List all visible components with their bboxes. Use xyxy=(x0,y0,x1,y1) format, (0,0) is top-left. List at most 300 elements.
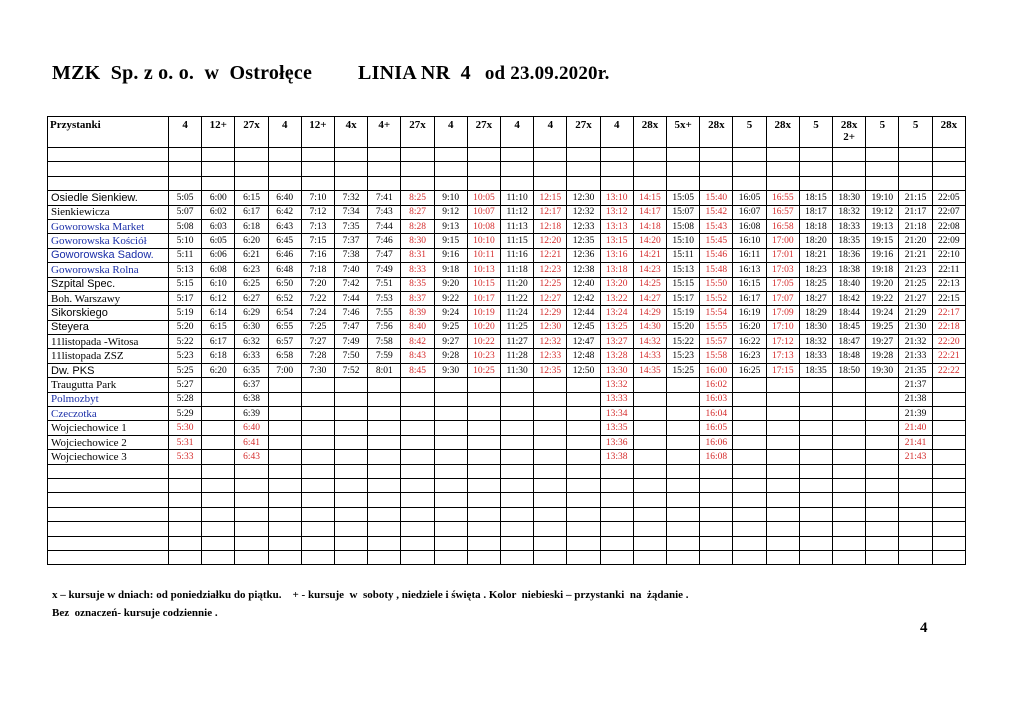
empty-cell xyxy=(202,176,235,190)
empty-cell xyxy=(700,148,733,162)
departure-time: 7:46 xyxy=(368,234,401,248)
stop-name: Szpital Spec. xyxy=(48,277,169,291)
empty-cell xyxy=(169,536,202,550)
company-name: MZK Sp. z o. o. w Ostrołęce xyxy=(52,62,313,84)
departure-time: 5:07 xyxy=(169,205,202,219)
empty-cell xyxy=(467,478,500,492)
empty-cell xyxy=(733,176,766,190)
empty-row xyxy=(48,493,966,507)
departure-time: 5:17 xyxy=(169,291,202,305)
empty-cell xyxy=(667,550,700,564)
departure-time xyxy=(501,392,534,406)
empty-cell xyxy=(48,507,169,521)
departure-time: 16:10 xyxy=(733,234,766,248)
departure-time: 7:13 xyxy=(301,219,334,233)
stop-name: Wojciechowice 2 xyxy=(48,435,169,449)
departure-time: 6:40 xyxy=(235,421,268,435)
empty-cell xyxy=(633,493,666,507)
departure-time: 6:20 xyxy=(235,234,268,248)
empty-cell xyxy=(700,478,733,492)
departure-time: 15:48 xyxy=(700,263,733,277)
departure-time: 7:50 xyxy=(335,349,368,363)
empty-cell xyxy=(368,522,401,536)
departure-time xyxy=(401,421,434,435)
departure-time: 6:52 xyxy=(268,291,301,305)
departure-time: 6:23 xyxy=(235,263,268,277)
run-column-header: 12+ xyxy=(202,117,235,148)
empty-cell xyxy=(202,550,235,564)
empty-cell xyxy=(202,493,235,507)
empty-cell xyxy=(401,464,434,478)
table-row xyxy=(48,435,966,449)
departure-time: 17:13 xyxy=(766,349,799,363)
departure-time: 19:15 xyxy=(866,234,899,248)
empty-cell xyxy=(235,550,268,564)
empty-cell xyxy=(401,507,434,521)
departure-time xyxy=(268,435,301,449)
departure-time: 8:28 xyxy=(401,219,434,233)
departure-time: 10:20 xyxy=(467,320,500,334)
empty-cell xyxy=(467,536,500,550)
departure-time: 7:20 xyxy=(301,277,334,291)
departure-time xyxy=(202,378,235,392)
departure-time: 6:33 xyxy=(235,349,268,363)
departure-time: 9:28 xyxy=(434,349,467,363)
empty-cell xyxy=(48,493,169,507)
departure-time: 5:10 xyxy=(169,234,202,248)
empty-cell xyxy=(833,162,866,176)
stop-name: 11listopada ZSZ xyxy=(48,349,169,363)
empty-cell xyxy=(833,148,866,162)
empty-cell xyxy=(899,162,932,176)
departure-time: 16:03 xyxy=(700,392,733,406)
departure-time: 17:01 xyxy=(766,248,799,262)
departure-time: 7:58 xyxy=(368,335,401,349)
empty-cell xyxy=(567,464,600,478)
departure-time: 15:40 xyxy=(700,191,733,205)
empty-cell xyxy=(169,507,202,521)
empty-cell xyxy=(534,493,567,507)
departure-time: 14:18 xyxy=(633,219,666,233)
departure-time: 11:13 xyxy=(501,219,534,233)
departure-time xyxy=(434,435,467,449)
departure-time: 7:28 xyxy=(301,349,334,363)
departure-time: 16:17 xyxy=(733,291,766,305)
empty-cell xyxy=(467,550,500,564)
run-column-header: 28x xyxy=(766,117,799,148)
departure-time: 15:54 xyxy=(700,306,733,320)
empty-cell xyxy=(48,464,169,478)
departure-time xyxy=(401,392,434,406)
empty-cell xyxy=(932,464,965,478)
empty-cell xyxy=(48,176,169,190)
departure-time xyxy=(202,450,235,464)
departure-time: 17:03 xyxy=(766,263,799,277)
departure-time xyxy=(534,450,567,464)
departure-time xyxy=(268,392,301,406)
departure-time: 11:22 xyxy=(501,291,534,305)
empty-cell xyxy=(866,478,899,492)
empty-cell xyxy=(434,522,467,536)
departure-time: 15:23 xyxy=(667,349,700,363)
departure-time xyxy=(866,450,899,464)
empty-cell xyxy=(932,507,965,521)
departure-time xyxy=(534,435,567,449)
stop-name: Polmozbyt xyxy=(48,392,169,406)
empty-cell xyxy=(501,550,534,564)
departure-time: 21:29 xyxy=(899,306,932,320)
empty-cell xyxy=(169,522,202,536)
stop-name: Wojciechowice 1 xyxy=(48,421,169,435)
departure-time: 12:35 xyxy=(567,234,600,248)
empty-cell xyxy=(467,507,500,521)
departure-time: 7:16 xyxy=(301,248,334,262)
departure-time xyxy=(932,421,965,435)
departure-time: 11:27 xyxy=(501,335,534,349)
empty-cell xyxy=(633,162,666,176)
departure-time xyxy=(733,450,766,464)
departure-time: 12:17 xyxy=(534,205,567,219)
departure-time: 14:25 xyxy=(633,277,666,291)
departure-time: 6:38 xyxy=(235,392,268,406)
empty-cell xyxy=(667,478,700,492)
departure-time: 7:24 xyxy=(301,306,334,320)
departure-time: 16:11 xyxy=(733,248,766,262)
departure-time: 8:40 xyxy=(401,320,434,334)
run-column-header: 4 xyxy=(169,117,202,148)
departure-time: 7:27 xyxy=(301,335,334,349)
departure-time: 7:25 xyxy=(301,320,334,334)
departure-time: 18:32 xyxy=(799,335,832,349)
departure-time: 22:15 xyxy=(932,291,965,305)
departure-time: 17:00 xyxy=(766,234,799,248)
departure-time: 16:57 xyxy=(766,205,799,219)
departure-time: 6:12 xyxy=(202,291,235,305)
departure-time: 17:05 xyxy=(766,277,799,291)
departure-time: 9:24 xyxy=(434,306,467,320)
empty-cell xyxy=(202,148,235,162)
departure-time xyxy=(766,407,799,421)
table-row xyxy=(48,191,966,205)
empty-cell xyxy=(335,550,368,564)
empty-cell xyxy=(600,478,633,492)
departure-time: 6:14 xyxy=(202,306,235,320)
departure-time: 21:25 xyxy=(899,277,932,291)
departure-time: 13:30 xyxy=(600,363,633,377)
departure-time: 21:39 xyxy=(899,407,932,421)
empty-cell xyxy=(268,522,301,536)
empty-cell xyxy=(401,148,434,162)
empty-cell xyxy=(766,148,799,162)
departure-time xyxy=(866,421,899,435)
departure-time: 9:15 xyxy=(434,234,467,248)
empty-cell xyxy=(434,536,467,550)
empty-cell xyxy=(567,507,600,521)
departure-time: 16:15 xyxy=(733,277,766,291)
departure-time: 12:48 xyxy=(567,349,600,363)
empty-cell xyxy=(833,493,866,507)
empty-cell xyxy=(235,536,268,550)
departure-time: 5:29 xyxy=(169,407,202,421)
departure-time: 18:35 xyxy=(833,234,866,248)
departure-time: 11:18 xyxy=(501,263,534,277)
empty-cell xyxy=(202,536,235,550)
departure-time: 7:59 xyxy=(368,349,401,363)
departure-time: 18:21 xyxy=(799,248,832,262)
empty-cell xyxy=(733,550,766,564)
table-row xyxy=(48,392,966,406)
departure-time: 12:15 xyxy=(534,191,567,205)
departure-time: 11:30 xyxy=(501,363,534,377)
departure-time xyxy=(368,378,401,392)
empty-cell xyxy=(169,464,202,478)
departure-time xyxy=(766,392,799,406)
departure-time xyxy=(368,421,401,435)
empty-cell xyxy=(799,148,832,162)
empty-cell xyxy=(434,464,467,478)
departure-time: 22:18 xyxy=(932,320,965,334)
departure-time: 7:46 xyxy=(335,306,368,320)
departure-time: 11:10 xyxy=(501,191,534,205)
departure-time xyxy=(667,421,700,435)
departure-time xyxy=(766,421,799,435)
departure-time xyxy=(268,421,301,435)
empty-cell xyxy=(534,536,567,550)
departure-time: 21:15 xyxy=(899,191,932,205)
departure-time: 21:18 xyxy=(899,219,932,233)
empty-row xyxy=(48,507,966,521)
empty-cell xyxy=(600,507,633,521)
departure-time: 9:30 xyxy=(434,363,467,377)
departure-time: 6:39 xyxy=(235,407,268,421)
departure-time: 18:40 xyxy=(833,277,866,291)
departure-time: 9:18 xyxy=(434,263,467,277)
departure-time: 11:15 xyxy=(501,234,534,248)
empty-cell xyxy=(368,478,401,492)
departure-time: 6:46 xyxy=(268,248,301,262)
departure-time: 18:47 xyxy=(833,335,866,349)
empty-cell xyxy=(534,464,567,478)
empty-cell xyxy=(268,550,301,564)
empty-cell xyxy=(368,550,401,564)
empty-cell xyxy=(667,507,700,521)
empty-cell xyxy=(667,176,700,190)
empty-cell xyxy=(600,148,633,162)
empty-cell xyxy=(401,522,434,536)
departure-time: 11:24 xyxy=(501,306,534,320)
departure-time: 16:00 xyxy=(700,363,733,377)
departure-time xyxy=(799,378,832,392)
departure-time xyxy=(268,407,301,421)
departure-time xyxy=(567,435,600,449)
departure-time: 12:21 xyxy=(534,248,567,262)
empty-cell xyxy=(766,507,799,521)
empty-cell xyxy=(534,550,567,564)
empty-cell xyxy=(733,493,766,507)
departure-time: 14:32 xyxy=(633,335,666,349)
departure-time: 15:07 xyxy=(667,205,700,219)
departure-time: 10:07 xyxy=(467,205,500,219)
departure-time xyxy=(335,378,368,392)
empty-cell xyxy=(899,464,932,478)
departure-time xyxy=(534,421,567,435)
departure-time: 15:10 xyxy=(667,234,700,248)
empty-cell xyxy=(799,176,832,190)
empty-cell xyxy=(235,464,268,478)
empty-row xyxy=(48,522,966,536)
departure-time: 18:29 xyxy=(799,306,832,320)
stop-name: Sienkiewicza xyxy=(48,205,169,219)
empty-cell xyxy=(301,478,334,492)
run-column-header: 27x xyxy=(567,117,600,148)
departure-time xyxy=(301,435,334,449)
empty-cell xyxy=(833,176,866,190)
empty-cell xyxy=(335,522,368,536)
departure-time: 16:08 xyxy=(700,450,733,464)
departure-time: 12:44 xyxy=(567,306,600,320)
table-row xyxy=(48,450,966,464)
departure-time: 6:43 xyxy=(268,219,301,233)
table-row xyxy=(48,234,966,248)
stop-name: Goworowska Kościół xyxy=(48,234,169,248)
departure-time xyxy=(567,421,600,435)
empty-cell xyxy=(733,536,766,550)
departure-time xyxy=(301,450,334,464)
empty-cell xyxy=(467,176,500,190)
departure-time: 14:35 xyxy=(633,363,666,377)
departure-time xyxy=(866,407,899,421)
run-column-header: 5 xyxy=(899,117,932,148)
departure-time: 12:47 xyxy=(567,335,600,349)
empty-cell xyxy=(899,176,932,190)
run-column-header: 5 xyxy=(733,117,766,148)
empty-cell xyxy=(434,478,467,492)
empty-cell xyxy=(434,148,467,162)
empty-cell xyxy=(866,536,899,550)
departure-time xyxy=(833,435,866,449)
empty-cell xyxy=(301,522,334,536)
empty-cell xyxy=(866,464,899,478)
departure-time: 16:58 xyxy=(766,219,799,233)
departure-time: 18:38 xyxy=(833,263,866,277)
departure-time: 7:35 xyxy=(335,219,368,233)
departure-time xyxy=(202,421,235,435)
departure-time xyxy=(766,435,799,449)
departure-time: 6:02 xyxy=(202,205,235,219)
empty-cell xyxy=(866,148,899,162)
empty-cell xyxy=(235,162,268,176)
empty-cell xyxy=(268,148,301,162)
empty-cell xyxy=(833,507,866,521)
departure-time xyxy=(368,450,401,464)
empty-cell xyxy=(567,478,600,492)
empty-cell xyxy=(301,176,334,190)
empty-cell xyxy=(766,162,799,176)
empty-cell xyxy=(48,148,169,162)
empty-cell xyxy=(799,162,832,176)
empty-cell xyxy=(667,148,700,162)
run-column-header: 5x+ xyxy=(667,117,700,148)
departure-time: 13:10 xyxy=(600,191,633,205)
table-row xyxy=(48,335,966,349)
departure-time: 21:27 xyxy=(899,291,932,305)
empty-cell xyxy=(202,162,235,176)
departure-time: 9:22 xyxy=(434,291,467,305)
empty-cell xyxy=(733,464,766,478)
table-row xyxy=(48,407,966,421)
departure-time: 15:43 xyxy=(700,219,733,233)
empty-cell xyxy=(335,507,368,521)
timetable-body xyxy=(48,148,966,565)
departure-time xyxy=(434,450,467,464)
empty-cell xyxy=(401,550,434,564)
empty-cell xyxy=(700,464,733,478)
stops-column-header: Przystanki xyxy=(48,117,169,148)
departure-time: 18:32 xyxy=(833,205,866,219)
departure-time xyxy=(567,450,600,464)
empty-cell xyxy=(202,478,235,492)
departure-time xyxy=(866,378,899,392)
empty-cell xyxy=(169,148,202,162)
departure-time xyxy=(401,378,434,392)
departure-time: 13:28 xyxy=(600,349,633,363)
departure-time: 18:48 xyxy=(833,349,866,363)
departure-time: 21:41 xyxy=(899,435,932,449)
legend-line-1: x – kursuje w dniach: od poniedziałku do piątku. + - kursuje w soboty , niedziele i święta . Kolor niebieski – przystanki na żądanie . xyxy=(52,589,689,601)
empty-cell xyxy=(301,536,334,550)
empty-cell xyxy=(633,464,666,478)
departure-time: 12:32 xyxy=(567,205,600,219)
empty-cell xyxy=(600,522,633,536)
empty-cell xyxy=(301,464,334,478)
departure-time: 12:45 xyxy=(567,320,600,334)
empty-cell xyxy=(600,464,633,478)
empty-cell xyxy=(833,478,866,492)
departure-time: 10:13 xyxy=(467,263,500,277)
empty-cell xyxy=(368,493,401,507)
departure-time: 7:40 xyxy=(335,263,368,277)
departure-time: 16:25 xyxy=(733,363,766,377)
departure-time xyxy=(633,421,666,435)
empty-cell xyxy=(268,464,301,478)
departure-time xyxy=(866,435,899,449)
run-column-header: 4 xyxy=(534,117,567,148)
departure-time xyxy=(202,435,235,449)
table-row xyxy=(48,277,966,291)
departure-time: 18:17 xyxy=(799,205,832,219)
empty-cell xyxy=(48,550,169,564)
departure-time xyxy=(335,421,368,435)
departure-time: 11:12 xyxy=(501,205,534,219)
empty-cell xyxy=(932,536,965,550)
run-column-header: 28x xyxy=(932,117,965,148)
empty-cell xyxy=(534,176,567,190)
departure-time: 18:50 xyxy=(833,363,866,377)
departure-time: 6:41 xyxy=(235,435,268,449)
departure-time: 15:45 xyxy=(700,234,733,248)
departure-time xyxy=(932,435,965,449)
departure-time: 7:47 xyxy=(335,320,368,334)
stop-name: Goworowska Sadow. xyxy=(48,248,169,262)
empty-cell xyxy=(866,550,899,564)
departure-time: 17:10 xyxy=(766,320,799,334)
empty-cell xyxy=(700,522,733,536)
departure-time: 19:28 xyxy=(866,349,899,363)
empty-cell xyxy=(766,478,799,492)
departure-time: 14:33 xyxy=(633,349,666,363)
table-row xyxy=(48,306,966,320)
departure-time: 13:34 xyxy=(600,407,633,421)
